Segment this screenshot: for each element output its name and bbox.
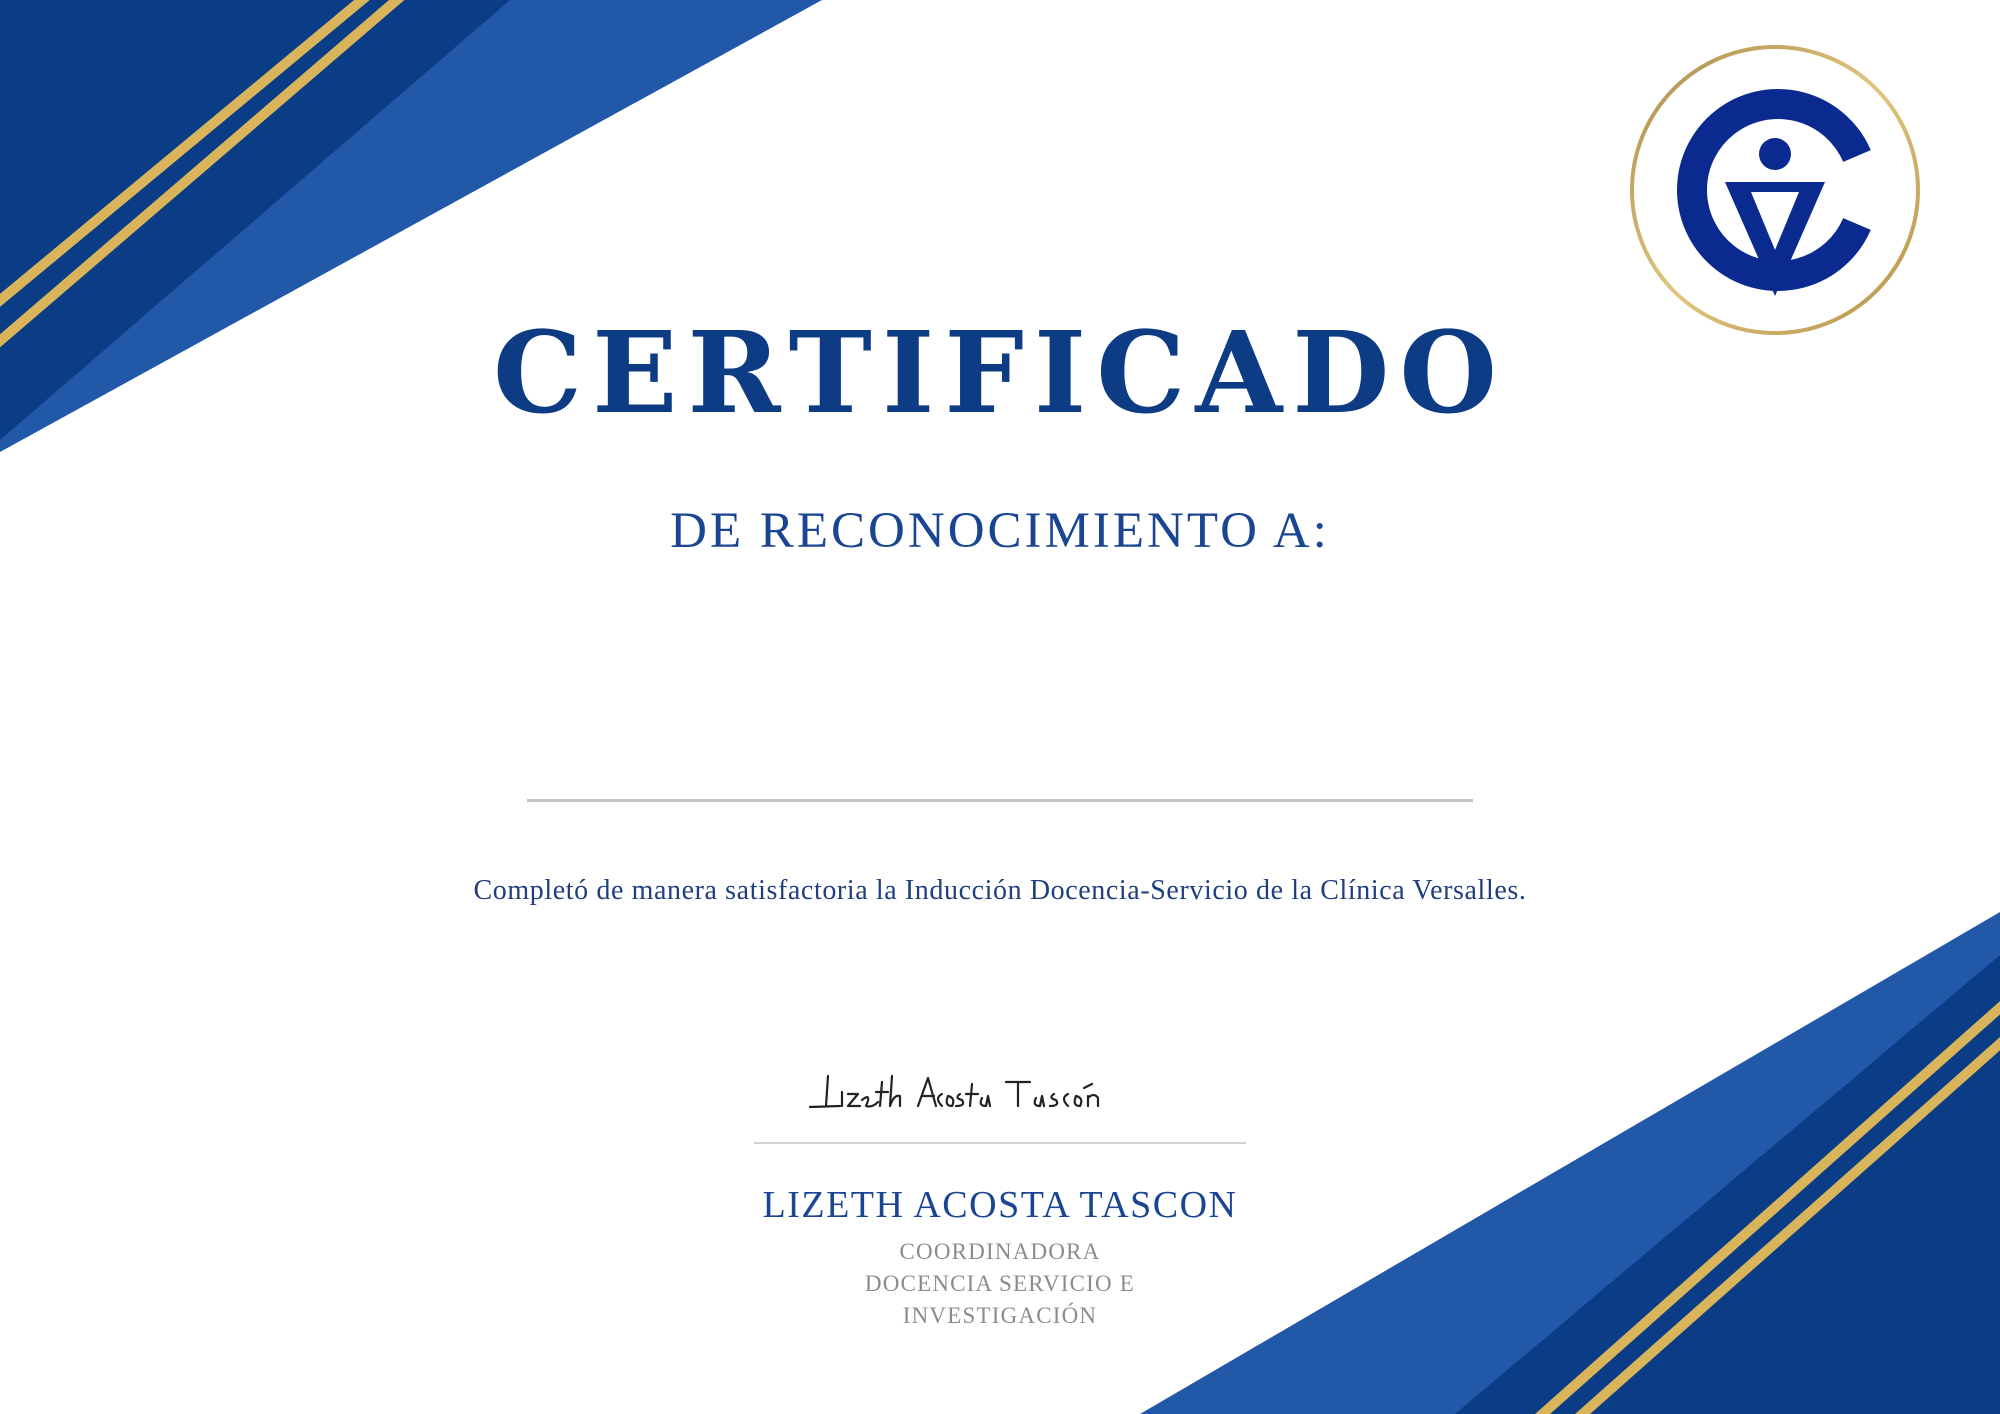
certificate-subtitle: DE RECONOCIMIENTO A: [670,503,1330,559]
certificate-title: CERTIFICADO [493,308,1507,439]
recipient-name-line [527,799,1473,802]
clinica-versalles-logo [1629,44,1921,336]
signer-name: LIZETH ACOSTA TASCON [762,1184,1238,1226]
signer-role [0,1236,2000,1332]
signer-role-line: DOCENCIA SERVICIO E [864,1271,1136,1296]
certificate-body: Completó de manera satisfactoria la Inducción Docencia-Servicio de la Clínica Versalles. [473,875,1527,906]
recipient-name [527,700,1473,780]
handwritten-signature [800,1062,1200,1122]
signer-role-line: COORDINADORA [899,1239,1101,1264]
signer-role-line: INVESTIGACIÓN [902,1303,1098,1328]
bottom-right-corner-decoration [1140,912,2000,1414]
signature-line [754,1142,1246,1144]
